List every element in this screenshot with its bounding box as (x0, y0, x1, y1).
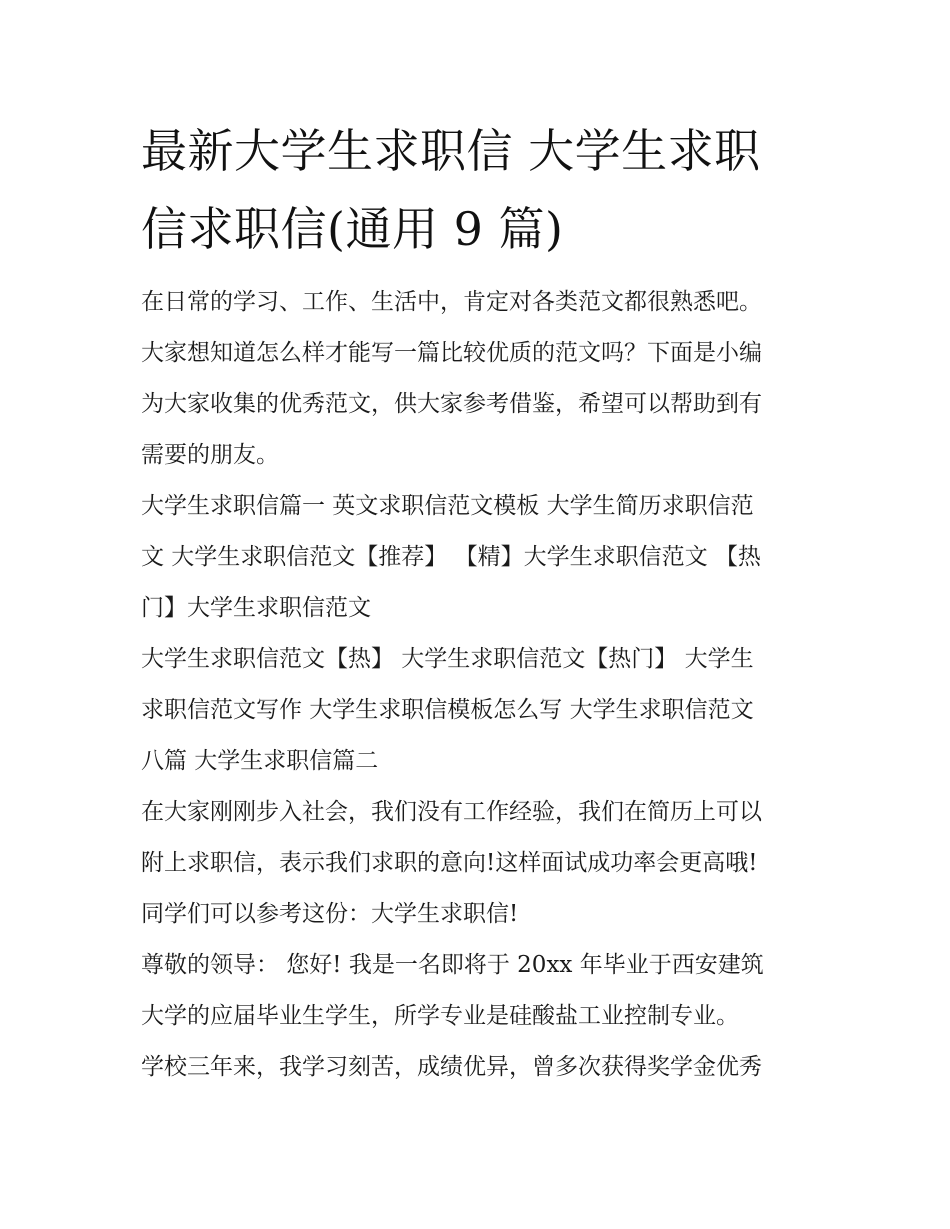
related-articles-paragraph (141, 634, 815, 787)
paragraph-line: 同学们可以参考这份：大学生求职信! (141, 901, 519, 927)
paragraph-line: 八篇 大学生求职信篇二 (141, 748, 379, 774)
paragraph-line: 在日常的学习、工作、生活中，肯定对各类范文都很熟悉吧。 (141, 289, 762, 315)
paragraph-line: 在大家刚刚步入社会，我们没有工作经验，我们在简历上可以 (141, 799, 762, 825)
letter-paragraph (141, 940, 815, 1093)
paragraph-line: 为大家收集的优秀范文，供大家参考借鉴，希望可以帮助到有 (141, 391, 762, 417)
intro-paragraph (141, 277, 815, 481)
paragraph-line: 大学生求职信篇一 英文求职信范文模板 大学生简历求职信范 (141, 493, 754, 519)
paragraph-line: 大学生求职信范文【热】 大学生求职信范文【热门】 大学生 (141, 646, 754, 672)
paragraph-line: 需要的朋友。 (141, 442, 279, 468)
document-title (141, 112, 815, 268)
section-intro-paragraph (141, 787, 815, 940)
document-body (141, 112, 815, 1093)
paragraph-line: 文 大学生求职信范文【推荐】 【精】大学生求职信范文 【热 (141, 544, 761, 570)
title-line: 信求职信(通用 9 篇) (141, 202, 564, 256)
paragraph-line: 附上求职信，表示我们求职的意向!这样面试成功率会更高哦! (141, 850, 758, 876)
paragraph-line: 大家想知道怎么样才能写一篇比较优质的范文吗？下面是小编 (141, 340, 762, 366)
paragraph-line: 学校三年来，我学习刻苦，成绩优异，曾多次获得奖学金优秀 (141, 1054, 762, 1080)
paragraph-line: 门】大学生求职信范文 (141, 595, 371, 621)
paragraph-line: 尊敬的领导： 您好! 我是一名即将于 20xx 年毕业于西安建筑 (141, 952, 764, 978)
paragraph-line: 大学的应届毕业生学生，所学专业是硅酸盐工业控制专业。 (141, 1003, 739, 1029)
paragraph-line: 求职信范文写作 大学生求职信模板怎么写 大学生求职信范文 (141, 697, 754, 723)
title-line: 最新大学生求职信 大学生求职 (141, 124, 761, 178)
related-articles-paragraph (141, 481, 815, 634)
